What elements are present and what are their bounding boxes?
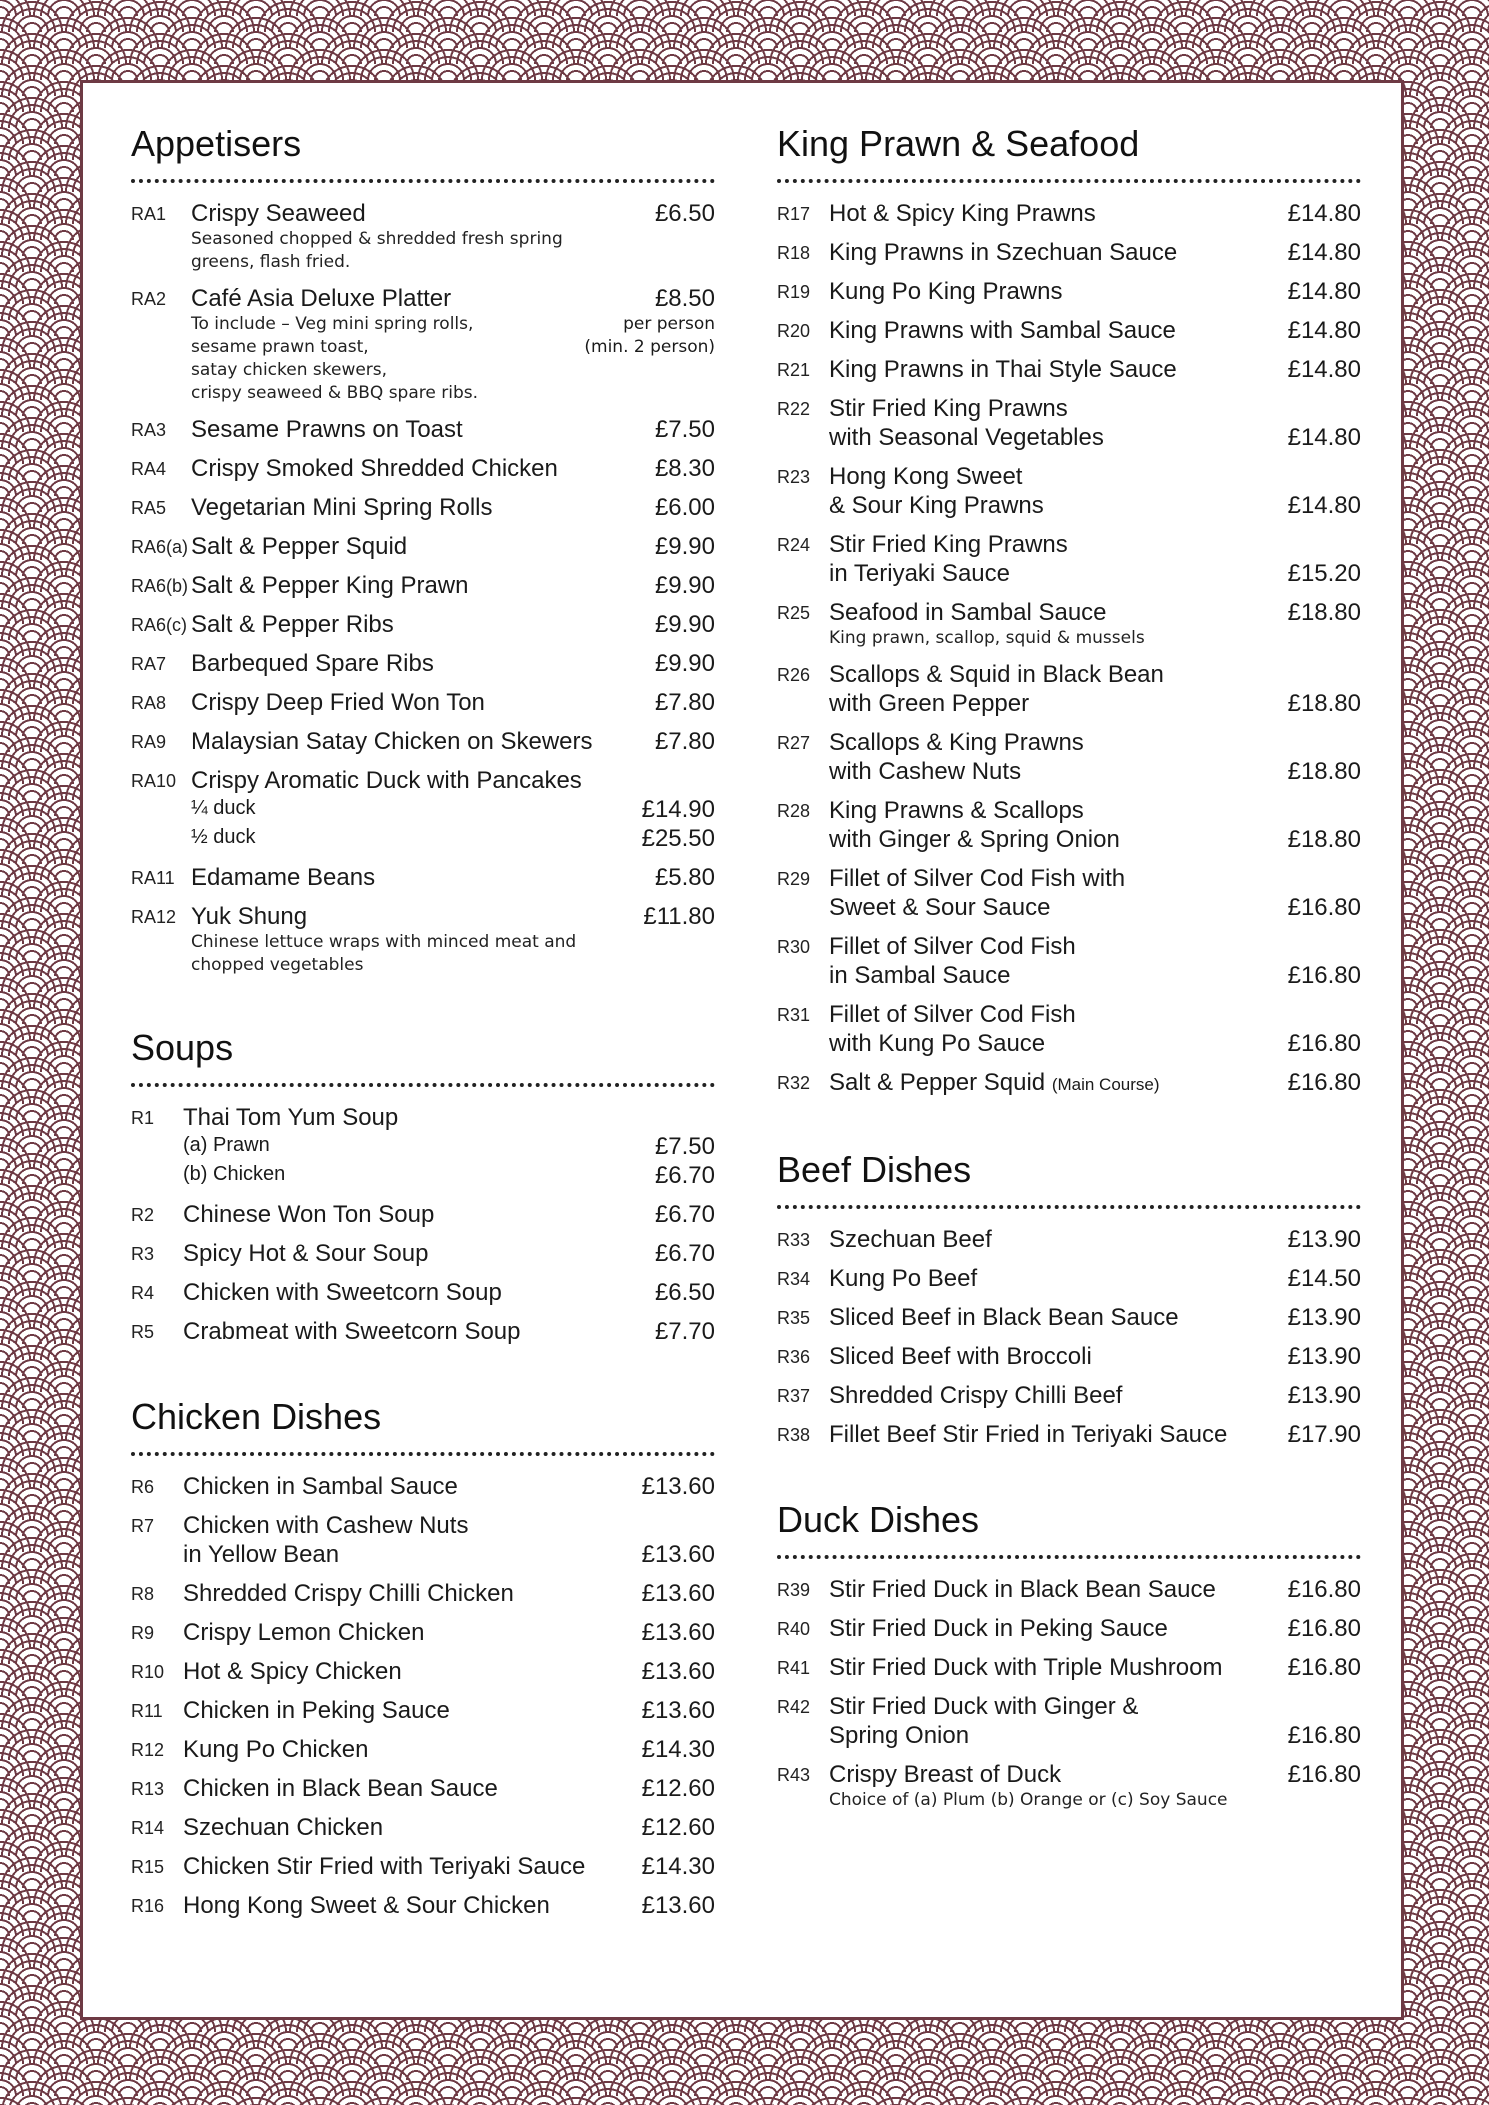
item-price: £13.60: [641, 1619, 715, 1646]
item-code: R30: [777, 937, 811, 957]
menu-item: [777, 1760, 1361, 1812]
item-name: Scallops & King Prawns: [829, 729, 1084, 756]
item-name: Shredded Crispy Chilli Beef: [829, 1382, 1123, 1409]
section-title: Beef Dishes: [777, 1149, 972, 1190]
menu-item: [131, 727, 715, 756]
item-description: satay chicken skewers,: [191, 360, 388, 380]
item-name: Sliced Beef with Broccoli: [829, 1343, 1092, 1370]
menu-item: [131, 1657, 715, 1686]
beef-section: [777, 1149, 1361, 1449]
item-price: £13.60: [641, 1580, 715, 1607]
item-price: £14.80: [1287, 200, 1361, 227]
item-code: RA1: [131, 204, 167, 224]
item-code: R34: [777, 1269, 811, 1289]
item-price: £13.60: [641, 1658, 715, 1685]
menu-item: [131, 1472, 715, 1501]
item-code: RA4: [131, 459, 167, 479]
item-price: £18.80: [1287, 599, 1361, 626]
item-name: Sliced Beef in Black Bean Sauce: [829, 1304, 1179, 1331]
menu-item: [131, 649, 715, 678]
item-code: RA12: [131, 907, 177, 927]
item-name-line2: in Yellow Bean: [183, 1541, 340, 1568]
section-title: King Prawn & Seafood: [777, 123, 1140, 164]
item-name: Kung Po King Prawns: [829, 278, 1063, 305]
item-price-note: per person: [623, 314, 715, 334]
item-price: £5.80: [654, 864, 715, 891]
item-name: Kung Po Beef: [829, 1265, 978, 1292]
item-name: Stir Fried King Prawns: [829, 395, 1068, 422]
item-price: £16.80: [1287, 1615, 1361, 1642]
item-description: crispy seaweed & BBQ spare ribs.: [191, 383, 478, 403]
dotted-divider: [131, 1083, 715, 1087]
item-name: Sesame Prawns on Toast: [191, 416, 463, 443]
menu-item: [131, 199, 715, 274]
item-name: Salt & Pepper Squid: [829, 1069, 1046, 1096]
item-price: £9.90: [654, 611, 715, 638]
item-name: Fillet of Silver Cod Fish with: [829, 865, 1126, 892]
duck-section: [777, 1499, 1361, 1812]
item-name: Barbequed Spare Ribs: [191, 650, 434, 677]
item-name: Malaysian Satay Chicken on Skewers: [191, 728, 593, 755]
menu-item: [131, 1200, 715, 1229]
item-price: £16.80: [1287, 1030, 1361, 1057]
section-title: Appetisers: [131, 123, 302, 164]
item-description: sesame prawn toast,: [191, 337, 369, 357]
item-name: Crispy Deep Fried Won Ton: [191, 689, 485, 716]
menu-item: [777, 1264, 1361, 1293]
item-price: £14.80: [1287, 492, 1361, 519]
item-price: £12.60: [641, 1814, 715, 1841]
option-label: ¼ duck: [191, 797, 256, 819]
item-name: Chicken with Cashew Nuts: [183, 1512, 469, 1539]
item-name: Crispy Smoked Shredded Chicken: [191, 455, 558, 482]
item-code: R16: [131, 1896, 165, 1916]
menu-item: [777, 932, 1361, 990]
item-code: R33: [777, 1230, 811, 1250]
item-price: £7.80: [654, 728, 715, 755]
item-price: £13.90: [1287, 1226, 1361, 1253]
item-code: R8: [131, 1584, 155, 1604]
item-name: King Prawns & Scallops: [829, 797, 1084, 824]
menu-item: [777, 316, 1361, 345]
item-name: Chicken in Peking Sauce: [183, 1697, 450, 1724]
item-name: Crispy Aromatic Duck with Pancakes: [191, 767, 582, 794]
menu-item: [777, 238, 1361, 267]
item-price: £16.80: [1287, 1654, 1361, 1681]
item-name: Stir Fried Duck with Ginger &: [829, 1693, 1139, 1720]
item-name: Shredded Crispy Chilli Chicken: [183, 1580, 514, 1607]
item-description: King prawn, scallop, squid & mussels: [829, 628, 1145, 648]
menu-item: [777, 1575, 1361, 1604]
item-price: £13.60: [641, 1892, 715, 1919]
item-name: Crispy Seaweed: [191, 200, 366, 227]
item-price: £7.70: [654, 1318, 715, 1345]
item-price: £11.80: [643, 903, 715, 930]
menu-item: [131, 1103, 715, 1190]
item-code: R26: [777, 665, 811, 685]
menu-item: [131, 688, 715, 717]
item-name: Salt & Pepper Squid: [191, 533, 408, 560]
item-name: Stir Fried King Prawns: [829, 531, 1068, 558]
item-price: £7.50: [654, 416, 715, 443]
item-price: £14.80: [1287, 356, 1361, 383]
menu-item: [777, 1303, 1361, 1332]
menu-item: [777, 199, 1361, 228]
item-price: £14.80: [1287, 317, 1361, 344]
menu-item: [131, 454, 715, 483]
item-name: King Prawns in Szechuan Sauce: [829, 239, 1178, 266]
menu-item: [777, 1068, 1361, 1099]
item-price: £13.60: [641, 1541, 715, 1568]
item-code: R39: [777, 1580, 811, 1600]
option-price: £25.50: [641, 825, 715, 852]
item-code: R31: [777, 1005, 811, 1025]
item-code: R24: [777, 535, 811, 555]
menu-item: [777, 462, 1361, 520]
menu-item: [777, 1653, 1361, 1682]
item-name-line2: with Green Pepper: [829, 690, 1030, 717]
option-price: £14.90: [641, 796, 715, 823]
item-price: £18.80: [1287, 826, 1361, 853]
item-name: Salt & Pepper Ribs: [191, 611, 394, 638]
menu-item: [131, 1774, 715, 1803]
item-price: £14.80: [1287, 424, 1361, 451]
item-description: Choice of (a) Plum (b) Orange or (c) Soy Sauce: [829, 1790, 1228, 1810]
item-code: R12: [131, 1740, 165, 1760]
item-price: £9.90: [654, 572, 715, 599]
menu-item: [777, 598, 1361, 650]
item-name: Salt & Pepper King Prawn: [191, 572, 469, 599]
menu-item: [777, 1614, 1361, 1643]
item-price: £16.80: [1287, 962, 1361, 989]
item-name: Crispy Lemon Chicken: [183, 1619, 425, 1646]
seafood-section: [777, 123, 1361, 1099]
menu-card: [80, 80, 1404, 2020]
item-code: R1: [131, 1108, 155, 1128]
soups-section: [131, 1027, 715, 1346]
menu-item: [131, 493, 715, 522]
item-code: R5: [131, 1322, 155, 1342]
menu-item: [131, 610, 715, 639]
menu-item: [131, 1618, 715, 1647]
item-description: Chinese lettuce wraps with minced meat and: [191, 932, 577, 952]
item-name: Hot & Spicy Chicken: [183, 1658, 402, 1685]
item-price: £8.30: [654, 455, 715, 482]
item-name: King Prawns with Sambal Sauce: [829, 317, 1176, 344]
section-title: Duck Dishes: [777, 1499, 980, 1540]
item-price: £9.90: [654, 533, 715, 560]
item-name: Szechuan Beef: [829, 1226, 992, 1253]
item-code: R37: [777, 1386, 811, 1406]
dotted-divider: [131, 179, 715, 183]
item-price: £6.50: [654, 200, 715, 227]
item-name: Chicken Stir Fried with Teriyaki Sauce: [183, 1853, 586, 1880]
item-price: £13.90: [1287, 1343, 1361, 1370]
item-code: R29: [777, 869, 811, 889]
menu-item: [131, 766, 715, 853]
item-price: £6.70: [654, 1201, 715, 1228]
item-code: R42: [777, 1697, 811, 1717]
menu-item: [131, 532, 715, 561]
item-name-line2: in Teriyaki Sauce: [829, 560, 1010, 587]
item-code: R43: [777, 1765, 811, 1785]
item-name-line2: Spring Onion: [829, 1722, 970, 1749]
chicken-section: [131, 1396, 715, 1920]
section-title: Soups: [131, 1027, 234, 1068]
item-code: RA6(c): [131, 615, 188, 635]
item-code: R10: [131, 1662, 165, 1682]
item-price: £13.60: [641, 1697, 715, 1724]
item-price: £14.80: [1287, 278, 1361, 305]
menu-item: [131, 284, 715, 405]
item-code: R17: [777, 204, 811, 224]
right-column: [777, 123, 1361, 1862]
menu-item: [777, 1342, 1361, 1371]
item-code: R13: [131, 1779, 165, 1799]
menu-item: [777, 355, 1361, 384]
item-name: Fillet Beef Stir Fried in Teriyaki Sauce: [829, 1421, 1228, 1448]
item-code: RA8: [131, 693, 167, 713]
item-name: King Prawns in Thai Style Sauce: [829, 356, 1177, 383]
option-price: £6.70: [654, 1162, 715, 1189]
item-code: R4: [131, 1283, 155, 1303]
menu-item: [131, 1852, 715, 1881]
option-price: £7.50: [654, 1133, 715, 1160]
item-option: [191, 795, 715, 824]
item-name-line2: with Seasonal Vegetables: [829, 424, 1104, 451]
item-price: £16.80: [1287, 1761, 1361, 1788]
item-price: £7.80: [654, 689, 715, 716]
item-code: R38: [777, 1425, 811, 1445]
menu-item: [777, 1000, 1361, 1058]
item-name: Stir Fried Duck in Black Bean Sauce: [829, 1576, 1216, 1603]
item-code: RA6(a): [131, 537, 189, 557]
item-code: R7: [131, 1516, 155, 1536]
item-code: RA3: [131, 420, 167, 440]
item-option: [191, 824, 715, 853]
item-price: £16.80: [1287, 894, 1361, 921]
item-price: £16.80: [1287, 1722, 1361, 1749]
menu-item: [131, 863, 715, 892]
menu-item: [777, 394, 1361, 452]
item-code: R18: [777, 243, 811, 263]
dotted-divider: [777, 1555, 1361, 1559]
menu-item: [131, 1511, 715, 1569]
item-price: £16.80: [1287, 1576, 1361, 1603]
item-name: Fillet of Silver Cod Fish: [829, 933, 1076, 960]
item-code: R11: [131, 1701, 163, 1721]
item-name: Thai Tom Yum Soup: [183, 1104, 399, 1131]
item-price: £17.90: [1287, 1421, 1361, 1448]
item-price: £16.80: [1287, 1069, 1361, 1096]
item-price: £6.70: [654, 1240, 715, 1267]
menu-item: [131, 902, 715, 977]
menu-item: [777, 1225, 1361, 1254]
menu-item: [131, 1891, 715, 1920]
item-price: £12.60: [641, 1775, 715, 1802]
item-price: £9.90: [654, 650, 715, 677]
item-price: £14.30: [641, 1736, 715, 1763]
item-price: £6.50: [654, 1279, 715, 1306]
item-price: £6.00: [654, 494, 715, 521]
item-code: RA10: [131, 771, 177, 791]
item-price: £13.90: [1287, 1304, 1361, 1331]
menu-item: [131, 1239, 715, 1268]
menu-item: [131, 1278, 715, 1307]
item-code: R14: [131, 1818, 165, 1838]
menu-item: [777, 728, 1361, 786]
item-price: £18.80: [1287, 758, 1361, 785]
option-label: (b) Chicken: [183, 1163, 286, 1185]
item-description: To include – Veg mini spring rolls,: [191, 314, 474, 334]
item-name-line2: & Sour King Prawns: [829, 492, 1044, 519]
item-description: Seasoned chopped & shredded fresh spring: [191, 229, 563, 249]
item-name: Stir Fried Duck with Triple Mushroom: [829, 1654, 1223, 1681]
item-code: RA9: [131, 732, 167, 752]
menu-item: [131, 1579, 715, 1608]
item-name: Crispy Breast of Duck: [829, 1761, 1062, 1788]
item-price: £15.20: [1287, 560, 1361, 587]
item-code: R41: [777, 1658, 811, 1678]
dotted-divider: [131, 1452, 715, 1456]
item-name-line2: Sweet & Sour Sauce: [829, 894, 1051, 921]
item-note: (Main Course): [1051, 1075, 1160, 1094]
item-name: Kung Po Chicken: [183, 1736, 369, 1763]
menu-item: [777, 277, 1361, 306]
item-code: RA5: [131, 498, 167, 518]
left-column: [131, 123, 715, 1970]
item-name: Hong Kong Sweet: [829, 463, 1023, 490]
item-code: R28: [777, 801, 811, 821]
item-code: R23: [777, 467, 811, 487]
menu-item: [777, 1381, 1361, 1410]
item-code: R3: [131, 1244, 155, 1264]
item-name: Chicken with Sweetcorn Soup: [183, 1279, 502, 1306]
item-name: Spicy Hot & Sour Soup: [183, 1240, 429, 1267]
section-title: Chicken Dishes: [131, 1396, 382, 1437]
item-name-line2: with Kung Po Sauce: [829, 1030, 1046, 1057]
menu-item: [131, 1813, 715, 1842]
menu-item: [777, 864, 1361, 922]
menu-item: [777, 660, 1361, 718]
item-name: Edamame Beans: [191, 864, 376, 891]
menu-item: [777, 530, 1361, 588]
item-code: RA2: [131, 289, 167, 309]
dotted-divider: [777, 1205, 1361, 1209]
item-price: £14.80: [1287, 239, 1361, 266]
item-option: [183, 1161, 715, 1190]
menu-item: [131, 571, 715, 600]
item-code: R19: [777, 282, 811, 302]
item-name-line2: in Sambal Sauce: [829, 962, 1011, 989]
option-label: ½ duck: [191, 826, 256, 848]
menu-item: [777, 796, 1361, 854]
item-name: Yuk Shung: [191, 903, 308, 930]
item-price: £13.60: [641, 1473, 715, 1500]
item-code: R35: [777, 1308, 811, 1328]
item-price: £8.50: [654, 285, 715, 312]
item-name: Chinese Won Ton Soup: [183, 1201, 435, 1228]
item-code: R40: [777, 1619, 811, 1639]
appetisers-section: [131, 123, 715, 977]
item-code: R6: [131, 1477, 155, 1497]
item-name: Chicken in Black Bean Sauce: [183, 1775, 498, 1802]
item-name: Seafood in Sambal Sauce: [829, 599, 1107, 626]
item-code: R20: [777, 321, 811, 341]
item-code: R27: [777, 733, 811, 753]
item-description: greens, flash fried.: [191, 252, 351, 272]
item-name: Hot & Spicy King Prawns: [829, 200, 1096, 227]
item-code: R21: [777, 360, 811, 380]
item-code: R15: [131, 1857, 165, 1877]
item-option: [183, 1132, 715, 1161]
item-name: Szechuan Chicken: [183, 1814, 384, 1841]
item-name-line2: with Ginger & Spring Onion: [829, 826, 1120, 853]
menu-item: [131, 1317, 715, 1346]
item-code: R22: [777, 399, 811, 419]
item-price-note: (min. 2 person): [584, 337, 715, 357]
item-name-line2: with Cashew Nuts: [829, 758, 1022, 785]
item-name: Café Asia Deluxe Platter: [191, 285, 452, 312]
item-code: RA11: [131, 868, 175, 888]
menu-item: [131, 415, 715, 444]
item-code: R9: [131, 1623, 155, 1643]
item-name: Crabmeat with Sweetcorn Soup: [183, 1318, 521, 1345]
item-code: R25: [777, 603, 811, 623]
dotted-divider: [777, 179, 1361, 183]
item-code: R2: [131, 1205, 155, 1225]
item-price: £18.80: [1287, 690, 1361, 717]
item-code: R36: [777, 1347, 811, 1367]
item-description: chopped vegetables: [191, 955, 364, 975]
item-name: Stir Fried Duck in Peking Sauce: [829, 1615, 1168, 1642]
item-name: Fillet of Silver Cod Fish: [829, 1001, 1076, 1028]
menu-item: [777, 1420, 1361, 1449]
item-price: £14.30: [641, 1853, 715, 1880]
item-name: Chicken in Sambal Sauce: [183, 1473, 458, 1500]
item-name: Scallops & Squid in Black Bean: [829, 661, 1164, 688]
item-price: £13.90: [1287, 1382, 1361, 1409]
menu-item: [777, 1692, 1361, 1750]
item-name: Vegetarian Mini Spring Rolls: [191, 494, 493, 521]
menu-item: [131, 1735, 715, 1764]
menu-item: [131, 1696, 715, 1725]
item-code: R32: [777, 1073, 811, 1093]
option-label: (a) Prawn: [183, 1134, 270, 1156]
item-code: RA7: [131, 654, 167, 674]
item-name: Hong Kong Sweet & Sour Chicken: [183, 1892, 550, 1919]
item-price: £14.50: [1287, 1265, 1361, 1292]
item-code: RA6(b): [131, 576, 189, 596]
